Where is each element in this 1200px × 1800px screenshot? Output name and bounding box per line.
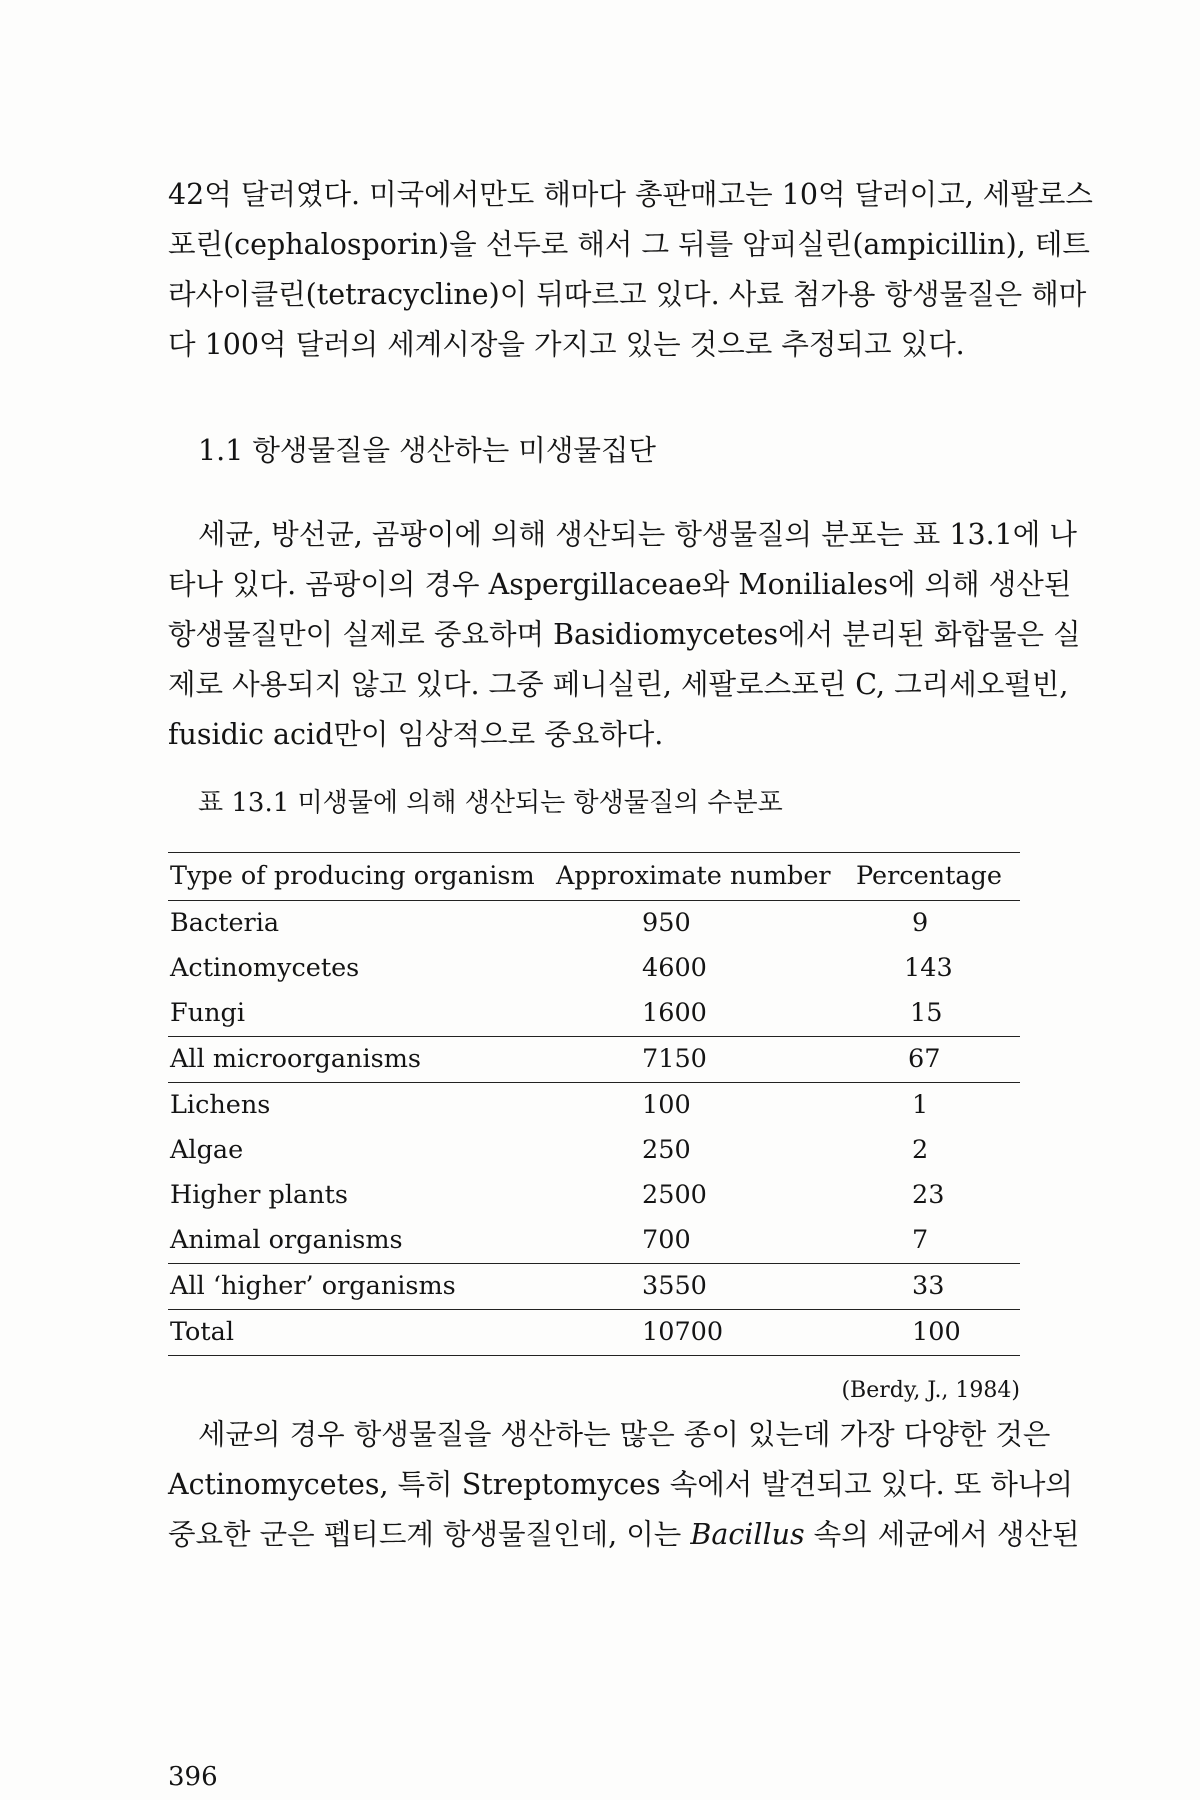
body-line-4: 제로 사용되지 않고 있다. 그중 페니실린, 세팔로스포린 C, 그리세오펄빈, — [168, 668, 1069, 701]
cell-number: 950 — [642, 908, 691, 938]
cell-percentage: 33 — [854, 1264, 1020, 1310]
cell-organism: Animal organisms — [168, 1218, 554, 1264]
cell-number: 2500 — [642, 1180, 707, 1210]
table-row — [168, 901, 1020, 947]
intro-line-2: 포린(cephalosporin)을 선두로 해서 그 뒤를 암피실린(ampicillin), 테트 — [168, 228, 1090, 261]
cell-organism: Fungi — [168, 991, 554, 1037]
table-row-subtotal — [168, 1037, 1020, 1083]
header-percentage: Percentage — [854, 853, 1020, 901]
closing-line-3-text: 중요한 군은 펩티드계 항생물질인데, 이는 — [168, 1518, 691, 1551]
table-row-subtotal — [168, 1264, 1020, 1310]
body-paragraph — [168, 510, 1081, 760]
cell-organism: Bacteria — [170, 908, 280, 938]
cell-organism: Total — [168, 1310, 554, 1356]
cell-percentage: 1 — [912, 1090, 929, 1120]
cell-percentage: 67 — [854, 1037, 1020, 1083]
intro-line-1: 42억 달러였다. 미국에서만도 해마다 총판매고는 10억 달러이고, 세팔로스 — [168, 178, 1093, 211]
intro-line-4: 다 100억 달러의 세계시장을 가지고 있는 것으로 추정되고 있다. — [168, 328, 965, 361]
closing-line-3 — [168, 1510, 1080, 1560]
closing-paragraph — [168, 1410, 1080, 1560]
closing-line-3-end: 속의 세균에서 생산된 — [804, 1518, 1080, 1551]
intro-paragraph — [168, 170, 1093, 370]
closing-line-2: Actinomycetes, 특히 Streptomyces 속에서 발견되고 있다. 또 하나의 — [168, 1468, 1073, 1501]
table-row-total — [168, 1310, 1020, 1356]
table-source: (Berdy, J., 1984) — [841, 1378, 1020, 1403]
intro-line-3: 라사이클린(tetracycline)이 뒤따르고 있다. 사료 첨가용 항생물질은 해마 — [168, 278, 1087, 311]
cell-number: 250 — [642, 1135, 691, 1165]
table-row — [168, 991, 1020, 1037]
page-number: 396 — [168, 1762, 218, 1792]
cell-percentage: 9 — [912, 908, 929, 938]
cell-number: 7150 — [554, 1037, 854, 1083]
organism-table — [168, 852, 1020, 1356]
table-row — [168, 1218, 1020, 1264]
cell-number: 700 — [554, 1218, 854, 1264]
cell-organism: Algae — [170, 1135, 244, 1165]
cell-number: 3550 — [554, 1264, 854, 1310]
cell-number: 1600 — [554, 991, 854, 1037]
table-row — [168, 1128, 1020, 1173]
cell-percentage: 15 — [854, 991, 1020, 1037]
table-row — [168, 946, 1020, 991]
cell-organism: All ‘higher’ organisms — [168, 1264, 554, 1310]
body-line-5: fusidic acid만이 임상적으로 중요하다. — [168, 718, 664, 751]
section-heading: 1.1 항생물질을 생산하는 미생물집단 — [198, 434, 656, 467]
cell-organism: Actinomycetes — [170, 953, 360, 983]
table-row — [168, 1083, 1020, 1129]
cell-percentage: 143 — [904, 953, 953, 983]
body-line-2: 타나 있다. 곰팡이의 경우 Aspergillaceae와 Moniliales에 의해 생산된 — [168, 568, 1072, 601]
body-line-3: 항생물질만이 실제로 중요하며 Basidiomycetes에서 분리된 화합물은 실 — [168, 618, 1081, 651]
genus-name: Bacillus — [690, 1518, 805, 1551]
table-row — [168, 1173, 1020, 1218]
cell-percentage: 100 — [854, 1310, 1020, 1356]
header-number: Approximate number — [554, 853, 854, 901]
cell-number: 100 — [642, 1090, 691, 1120]
table-header-row — [168, 853, 1020, 901]
cell-organism: Higher plants — [170, 1180, 348, 1210]
body-line-1: 세균, 방선균, 곰팡이에 의해 생산되는 항생물질의 분포는 표 13.1에 나 — [198, 518, 1077, 551]
table-caption: 표 13.1 미생물에 의해 생산되는 항생물질의 수분포 — [198, 788, 783, 818]
cell-organism: Lichens — [170, 1090, 271, 1120]
cell-number: 10700 — [554, 1310, 854, 1356]
closing-line-1: 세균의 경우 항생물질을 생산하는 많은 종이 있는데 가장 다양한 것은 — [198, 1418, 1051, 1451]
cell-percentage: 7 — [854, 1218, 1020, 1264]
header-organism: Type of producing organism — [168, 853, 554, 901]
cell-percentage: 2 — [912, 1135, 929, 1165]
cell-organism: All microorganisms — [168, 1037, 554, 1083]
cell-percentage: 23 — [912, 1180, 945, 1210]
cell-number: 4600 — [642, 953, 707, 983]
